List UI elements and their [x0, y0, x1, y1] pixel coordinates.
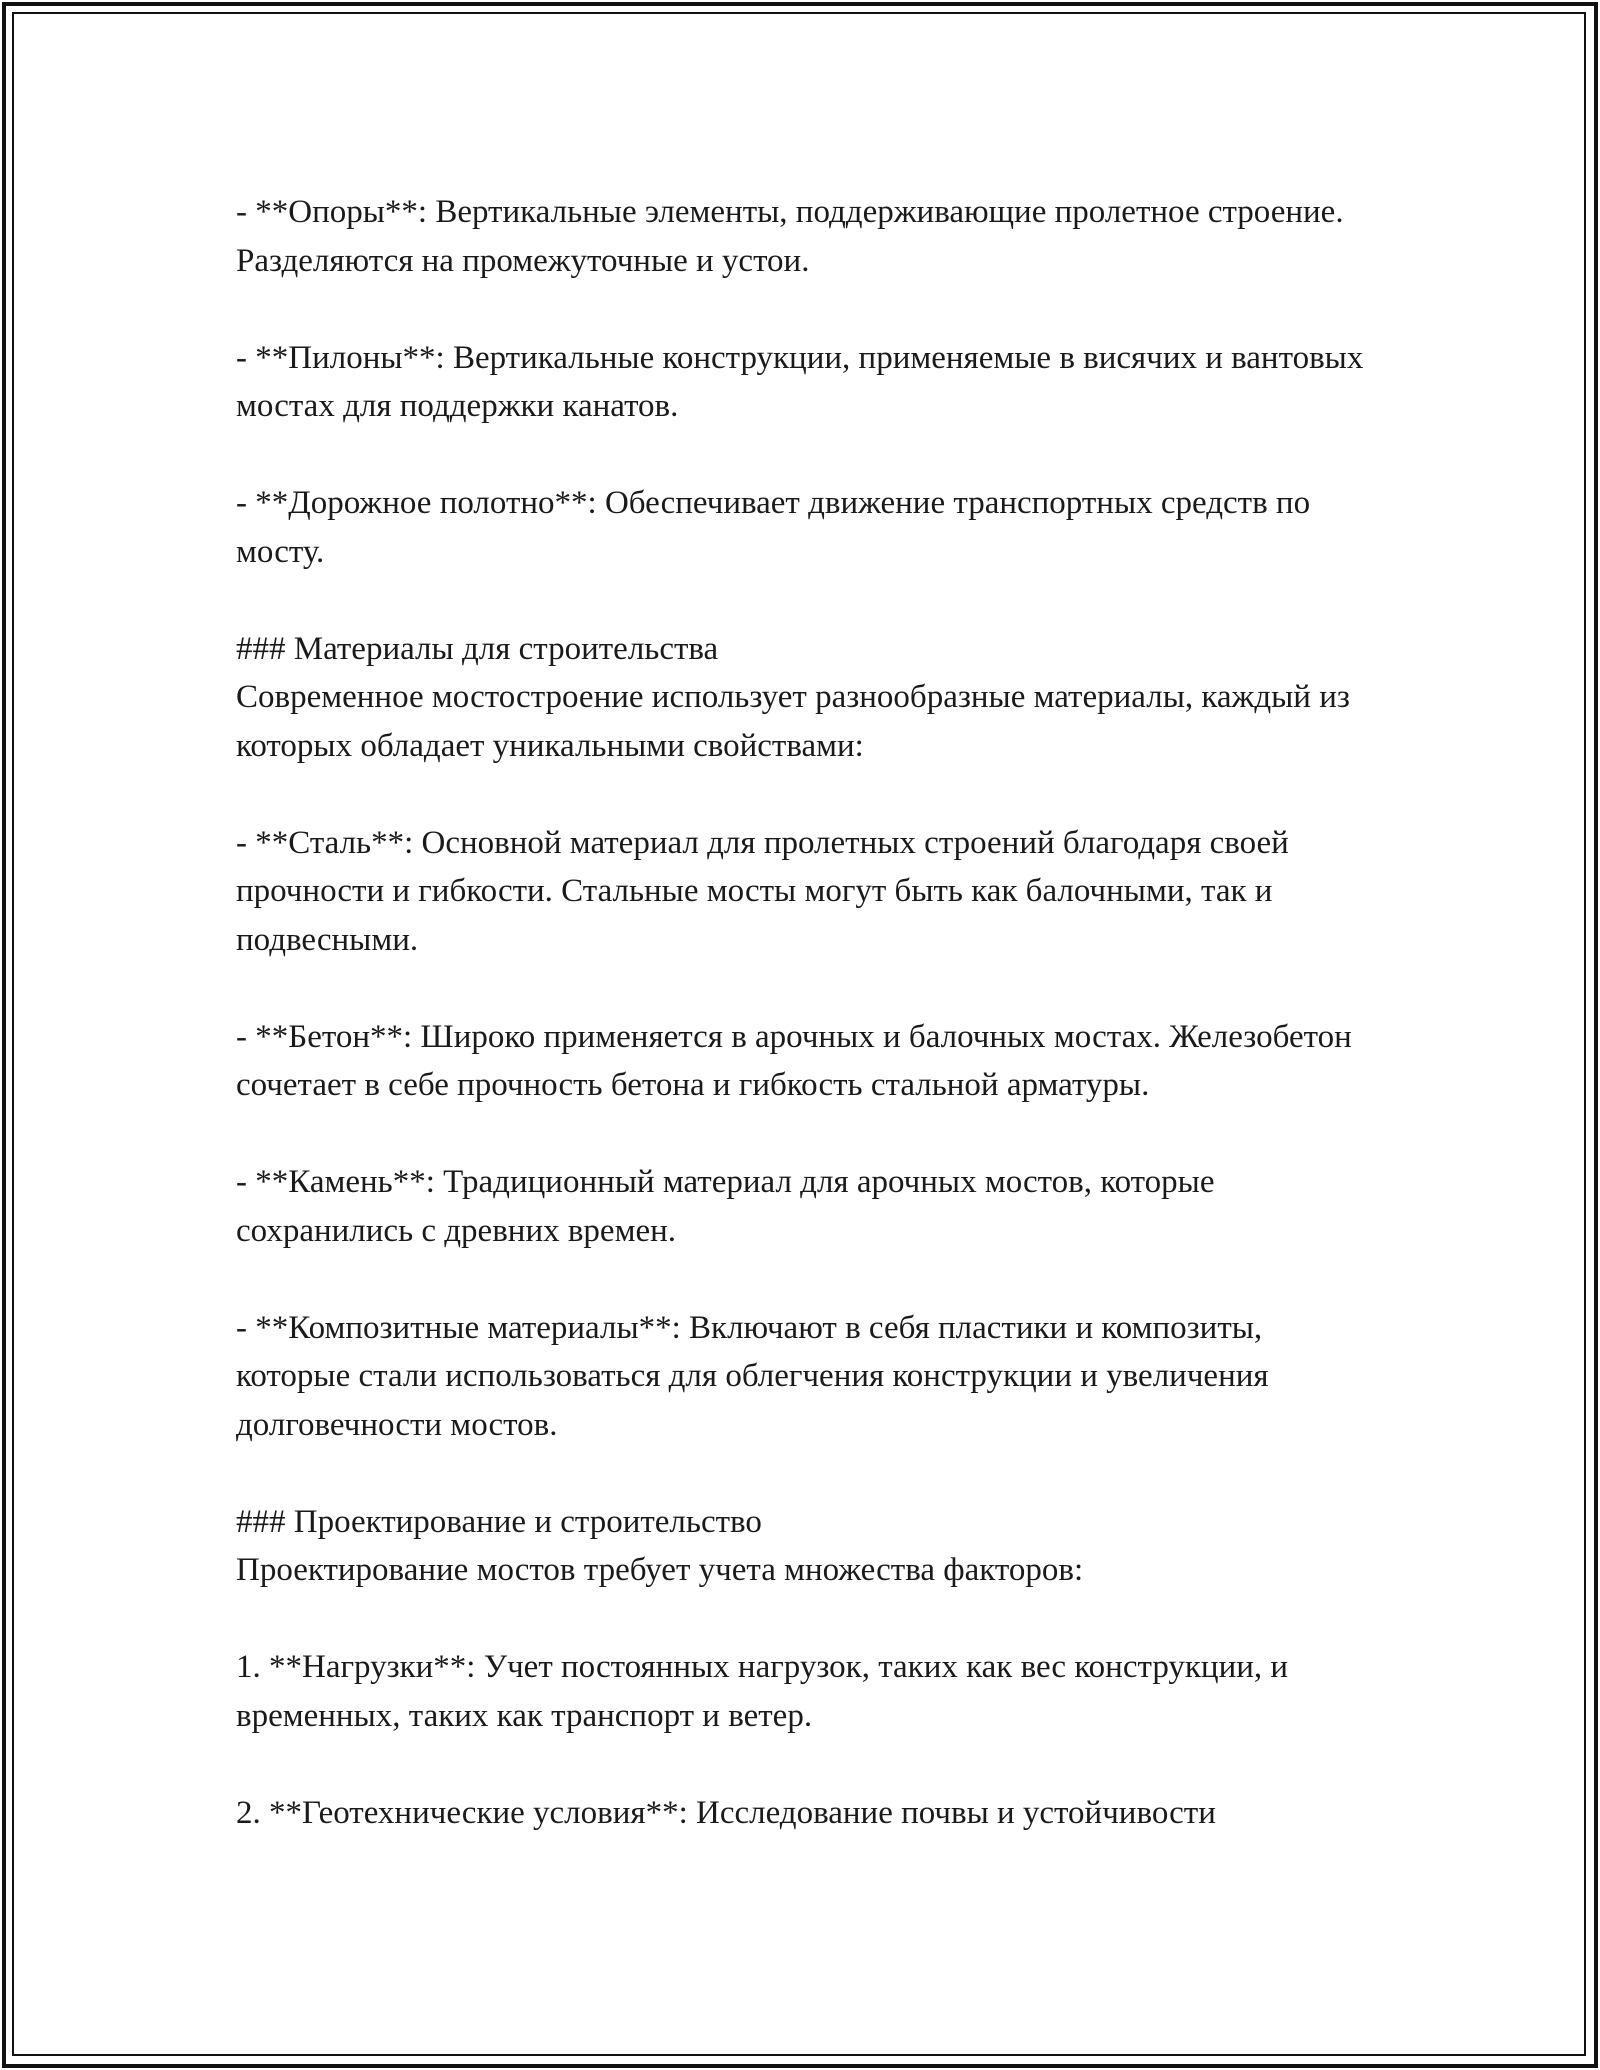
bullet-pylons: - **Пилоны**: Вертикальные конструкции, применяемые в висячих и вантовых мостах для поддержки канатов. — [236, 339, 1364, 424]
bullet-concrete: - **Бетон**: Широко применяется в арочных и балочных мостах. Железобетон сочетает в себе прочность бетона и гибкость стальной арматуры. — [236, 1018, 1352, 1103]
design-intro: Проектирование мостов требует учета множества факторов: — [236, 1552, 1084, 1588]
section-heading-materials: ### Материалы для строительства — [236, 630, 719, 667]
bullet-steel: - **Сталь**: Основной материал для пролетных строений благодаря своей прочности и гибкости. Стальные мосты могут быть как балочными, так и подвесными. — [236, 824, 1289, 958]
bullet-supports: - **Опоры**: Вертикальные элементы, поддерживающие пролетное строение. Разделяются на промежуточные и устои. — [236, 194, 1344, 279]
section-heading-design: ### Проектирование и строительство — [236, 1503, 762, 1540]
document-body — [236, 188, 1376, 1886]
bullet-stone: - **Камень**: Традиционный материал для арочных мостов, которые сохранились с древних времен. — [236, 1164, 1215, 1249]
bullet-roadway: - **Дорожное полотно**: Обеспечивает движение транспортных средств по мосту. — [236, 485, 1311, 570]
numbered-item-geotechnical: 2. **Геотехнические условия**: Исследование почвы и устойчивости — [236, 1794, 1216, 1831]
numbered-item-loads: 1. **Нагрузки**: Учет постоянных нагрузок, таких как вес конструкции, и временных, таких как транспорт и ветер. — [236, 1649, 1289, 1734]
materials-intro: Современное мостостроение использует разнообразные материалы, каждый из которых обладает уникальными свойствами: — [236, 679, 1350, 764]
bullet-composites: - **Композитные материалы**: Включают в себя пластики и композиты, которые стали использоваться для облегчения конструкции и увеличения долговечности мостов. — [236, 1309, 1269, 1443]
